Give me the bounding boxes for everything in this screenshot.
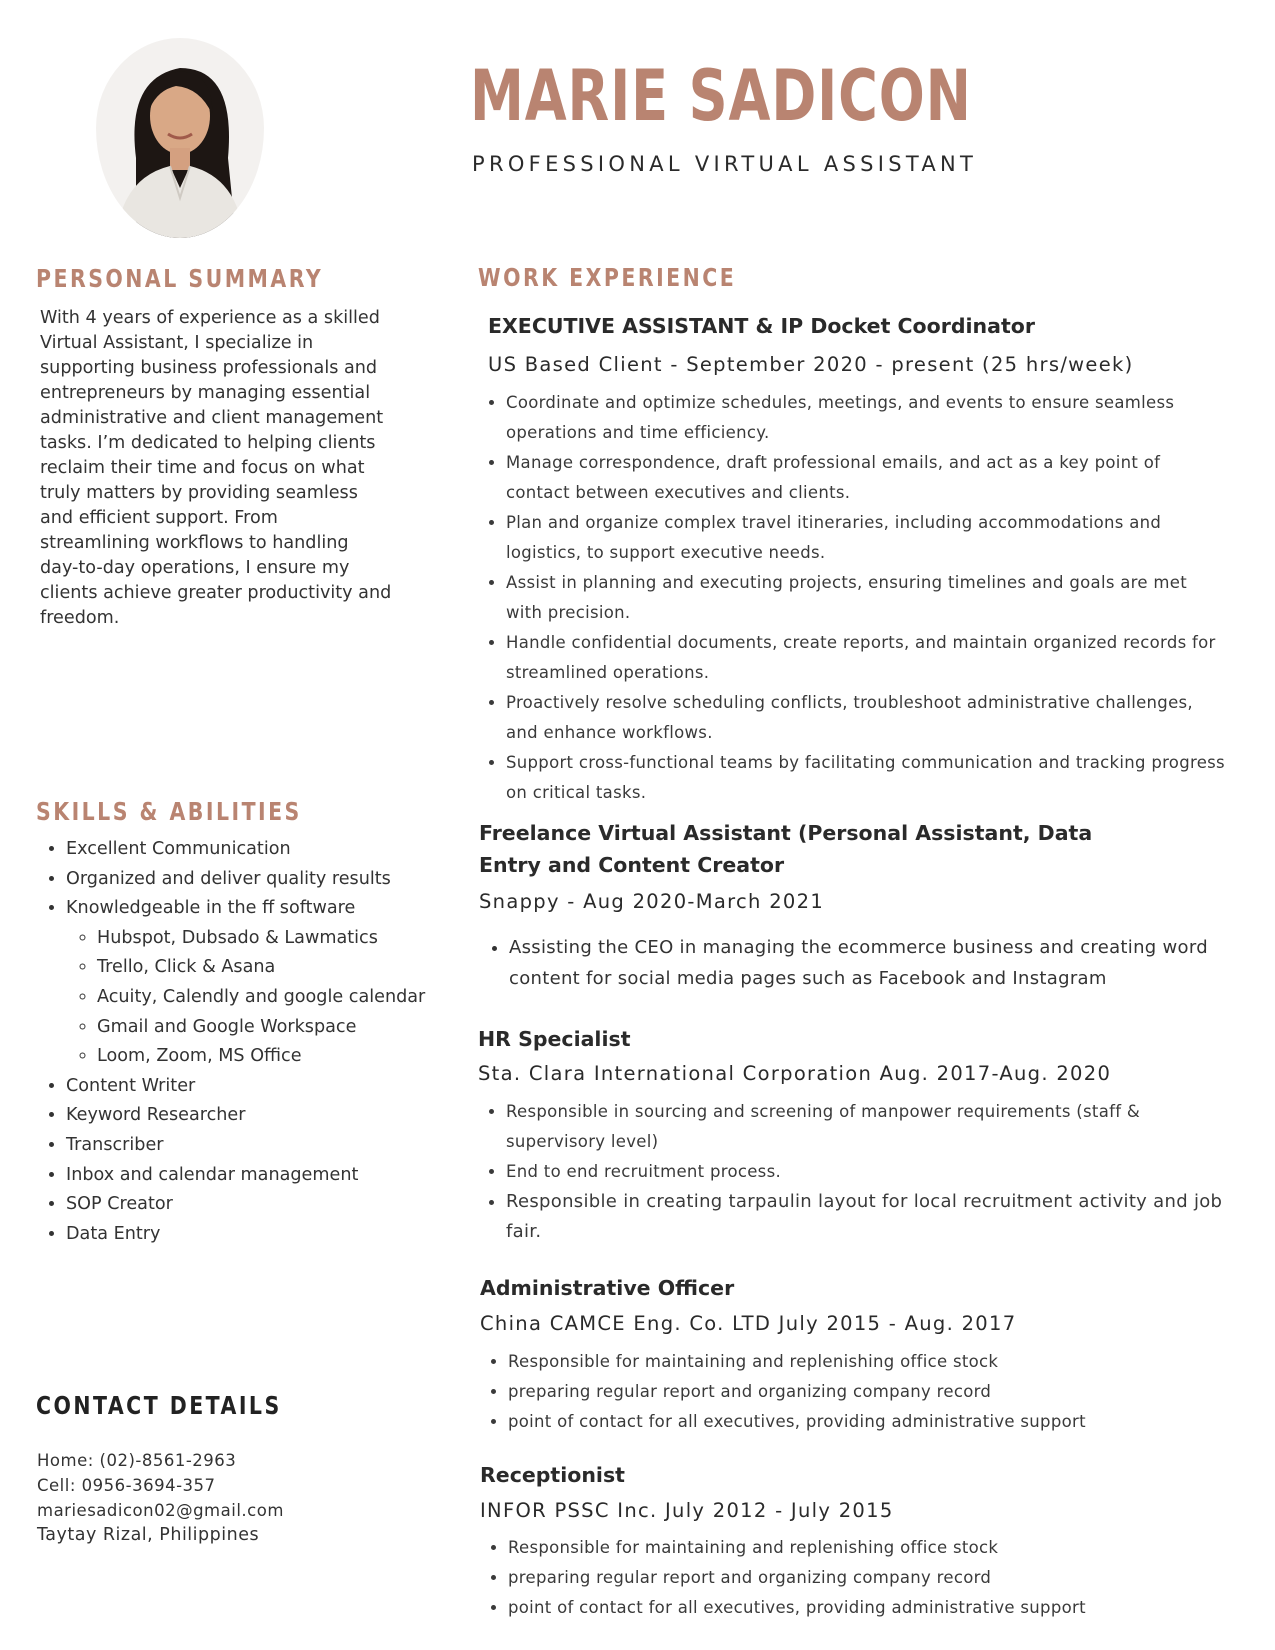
job-bullet: • preparing regular report and organizing company record (508, 1563, 1228, 1593)
job-bullet: • End to end recruitment process. (506, 1157, 1226, 1187)
job-title: HR Specialist (478, 1027, 631, 1051)
contact-location: Taytay Rizal, Philippines (37, 1525, 260, 1545)
job-bullet: • preparing regular report and organizing company record (508, 1377, 1228, 1407)
job-meta: US Based Client - September 2020 - present (25 hrs/week) (488, 353, 1134, 376)
job-meta: Snappy - Aug 2020-March 2021 (479, 890, 825, 913)
contact-details (37, 1448, 284, 1548)
skill-item: • Data Entry (66, 1220, 486, 1250)
job-bullet: • Responsible for maintaining and replenishing office stock (508, 1533, 1228, 1563)
job-bullet: • Assist in planning and executing projects, ensuring timelines and goals are met with precision. (506, 568, 1226, 628)
job-title: Receptionist (480, 1463, 625, 1487)
contact-email[interactable]: mariesadicon02@gmail.com (37, 1501, 284, 1520)
candidate-name: MARIE SADICON (470, 55, 972, 137)
job-bullet: • Manage correspondence, draft professional emails, and act as a key point of contact between executives and clients. (506, 448, 1226, 508)
contact-heading: CONTACT DETAILS (36, 1391, 282, 1420)
software-item: ◦ Acuity, Calendly and google calendar (97, 983, 486, 1013)
software-item: ◦ Hubspot, Dubsado & Lawmatics (97, 924, 486, 954)
job-bullet: • Responsible for maintaining and replenishing office stock (508, 1347, 1228, 1377)
personal-summary-heading: PERSONAL SUMMARY (36, 264, 324, 293)
skill-item (66, 894, 486, 1072)
job-bullet: • Coordinate and optimize schedules, meetings, and events to ensure seamless operations and time efficiency. (506, 388, 1226, 448)
contact-home: Home: (02)-8561-2963 (37, 1451, 237, 1470)
skills-list (38, 835, 486, 1249)
job-bullets (478, 1097, 1226, 1247)
job-meta: China CAMCE Eng. Co. LTD July 2015 - Aug. 2017 (480, 1312, 1017, 1335)
job-title: EXECUTIVE ASSISTANT & IP Docket Coordinator (488, 314, 1035, 338)
candidate-subtitle: PROFESSIONAL VIRTUAL ASSISTANT (472, 152, 978, 176)
skill-item: • Content Writer (66, 1072, 486, 1102)
job-bullet: • Assisting the CEO in managing the ecommerce business and creating word content for social media pages such as Facebook and Instagram (509, 932, 1229, 994)
job-title: Freelance Virtual Assistant (Personal Assistant, Data Entry and Content Creator (479, 821, 1093, 877)
job-meta: Sta. Clara International Corporation Aug. 2017-Aug. 2020 (478, 1062, 1112, 1085)
work-experience-heading: WORK EXPERIENCE (478, 263, 737, 292)
skill-item: • Inbox and calendar management (66, 1161, 486, 1191)
job-bullet: • Handle confidential documents, create reports, and maintain organized records for streamlined operations. (506, 628, 1226, 688)
software-item: ◦ Trello, Click & Asana (97, 953, 486, 983)
skill-item-label: Knowledgeable in the ff software (66, 898, 356, 919)
job-bullets (481, 932, 1229, 994)
job-bullets (478, 388, 1226, 808)
software-item: ◦ Loom, Zoom, MS Office (97, 1042, 486, 1072)
job-bullet: • point of contact for all executives, providing administrative support (508, 1593, 1228, 1623)
job-meta: INFOR PSSC Inc. July 2012 - July 2015 (480, 1499, 894, 1522)
job-bullet: • point of contact for all executives, providing administrative support (508, 1407, 1228, 1437)
skill-item: • SOP Creator (66, 1190, 486, 1220)
job-bullet: • Responsible in sourcing and screening of manpower requirements (staff & supervisory level) (506, 1097, 1226, 1157)
skill-item: • Keyword Researcher (66, 1101, 486, 1131)
profile-photo (96, 38, 264, 238)
skills-heading: SKILLS & ABILITIES (36, 797, 302, 826)
skill-item: • Transcriber (66, 1131, 486, 1161)
skill-item: • Organized and deliver quality results (66, 865, 486, 895)
job-bullets (480, 1533, 1228, 1623)
software-item: ◦ Gmail and Google Workspace (97, 1013, 486, 1043)
job-bullet: • Support cross-functional teams by facilitating communication and tracking progress on critical tasks. (506, 748, 1226, 808)
personal-summary-text: With 4 years of experience as a skilled Virtual Assistant, I specialize in supporting business professionals and entrepreneurs by managing essential administrative and client management tasks. I’m dedicated to helping clients reclaim their time and focus on what truly matters by providing seamless and efficient support. From streamlining workflows to handling day-to-day operations, I ensure my clients achieve greater productivity and freedom. (40, 308, 392, 628)
job-bullet: • Proactively resolve scheduling conflicts, troubleshoot administrative challenges, and enhance workflows. (506, 688, 1226, 748)
job-bullet: • Responsible in creating tarpaulin layout for local recruitment activity and job fair. (506, 1187, 1226, 1247)
job-title: Administrative Officer (480, 1276, 735, 1300)
job-bullet: • Plan and organize complex travel itineraries, including accommodations and logistics, to support executive needs. (506, 508, 1226, 568)
contact-cell: Cell: 0956-3694-357 (37, 1476, 216, 1495)
job-bullets (480, 1347, 1228, 1437)
software-list (66, 924, 486, 1072)
skill-item: • Excellent Communication (66, 835, 486, 865)
